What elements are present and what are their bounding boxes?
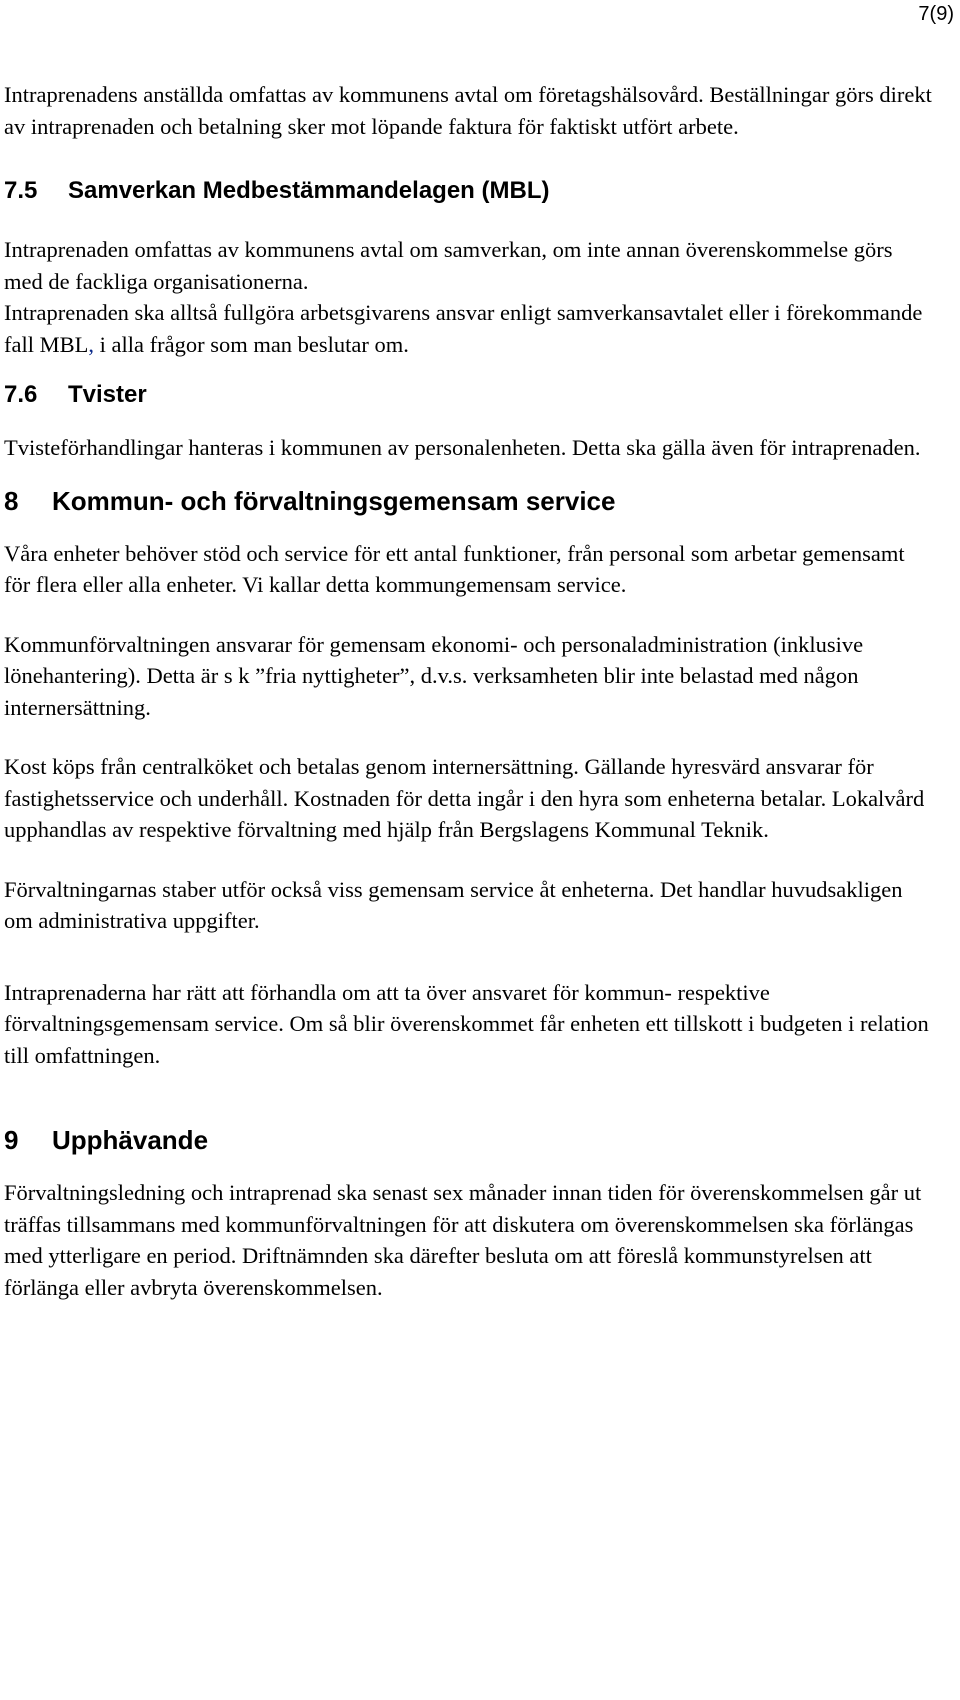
page-number: 7(9) xyxy=(918,3,954,25)
heading-7-6-number: 7.6 xyxy=(4,381,38,408)
paragraph-service-2: Kommunförvaltningen ansvarar för gemensam ekonomi- och personaladministration (inklusive lönehantering). Detta är s k ”fria nyttigheter”, d.v.s. verksamheten blir inte belastad med någon internersättning. xyxy=(4,631,864,720)
heading-7-5-title: Samverkan Medbestämmandelagen (MBL) xyxy=(68,177,550,204)
paragraph-samverkan-2-start: Intraprenaden ska alltså fullgöra arbetsgivarens ansvar enligt samverkansavtalet eller i förekommande fall MBL xyxy=(4,300,923,357)
heading-7-5 xyxy=(4,176,934,206)
paragraph-upphavande: Förvaltningsledning och intraprenad ska senast sex månader innan tiden för överenskommelsen går ut träffas tillsammans med kommunförvaltningen för att diskutera om överenskommelsen ska förlängas med ytterligare en period. Driftnämnden ska därefter besluta om att föreslå kommunstyrelsen att förlänga eller avbryta överenskommelsen. xyxy=(4,1180,922,1300)
heading-9-title: Upphävande xyxy=(52,1125,209,1155)
paragraph-service-5: Intraprenaderna har rätt att förhandla om att ta över ansvaret för kommun- respektive förvaltningsgemensam service. Om så blir överenskommet får enheten ett tillskott i budgeten i relation till omfattningen. xyxy=(4,979,929,1068)
paragraph-foretagshalsovard: Intraprenadens anställda omfattas av kommunens avtal om företagshälsovård. Beställningar görs direkt av intraprenaden och betalning sker mot löpande faktura för faktiskt utfört arbete. xyxy=(4,82,932,139)
heading-7-5-number: 7.5 xyxy=(4,177,38,204)
heading-7-6 xyxy=(4,380,934,410)
paragraph-samverkan-2 xyxy=(4,297,934,360)
document-body xyxy=(4,79,934,1303)
paragraph-service-1: Våra enheter behöver stöd och service för ett antal funktioner, från personal som arbetar gemensamt för flera eller alla enheter. Vi kallar detta kommungemensam service. xyxy=(4,540,905,597)
heading-8-number: 8 xyxy=(4,485,19,516)
paragraph-service-4: Förvaltningarnas staber utför också viss gemensam service åt enheterna. Det handlar huvudsakligen om administrativa uppgifter. xyxy=(4,876,903,933)
heading-9 xyxy=(4,1123,934,1157)
paragraph-service-3: Kost köps från centralköket och betalas genom internersättning. Gällande hyresvärd ansvarar för fastighetsservice och underhåll. Kostnaden för detta ingår i den hyra som enheterna betalar. Lokalvård upphandlas av respektive förvaltning med hjälp från Bergslagens Kommunal Teknik. xyxy=(4,754,925,842)
heading-9-number: 9 xyxy=(4,1125,19,1155)
heading-8 xyxy=(4,484,934,518)
paragraph-tvister: Tvisteförhandlingar hanteras i kommunen av personalenheten. Detta ska gälla även för intraprenaden. xyxy=(4,435,921,460)
heading-8-title: Kommun- och förvaltningsgemensam service xyxy=(52,485,616,516)
paragraph-samverkan-2-end: i alla frågor som man beslutar om. xyxy=(94,331,409,357)
heading-7-6-title: Tvister xyxy=(68,381,147,408)
paragraph-samverkan-2-comma: , xyxy=(88,331,94,357)
paragraph-samverkan-1: Intraprenaden omfattas av kommunens avtal om samverkan, om inte annan överenskommelse görs med de fackliga organisationerna. xyxy=(4,237,893,294)
